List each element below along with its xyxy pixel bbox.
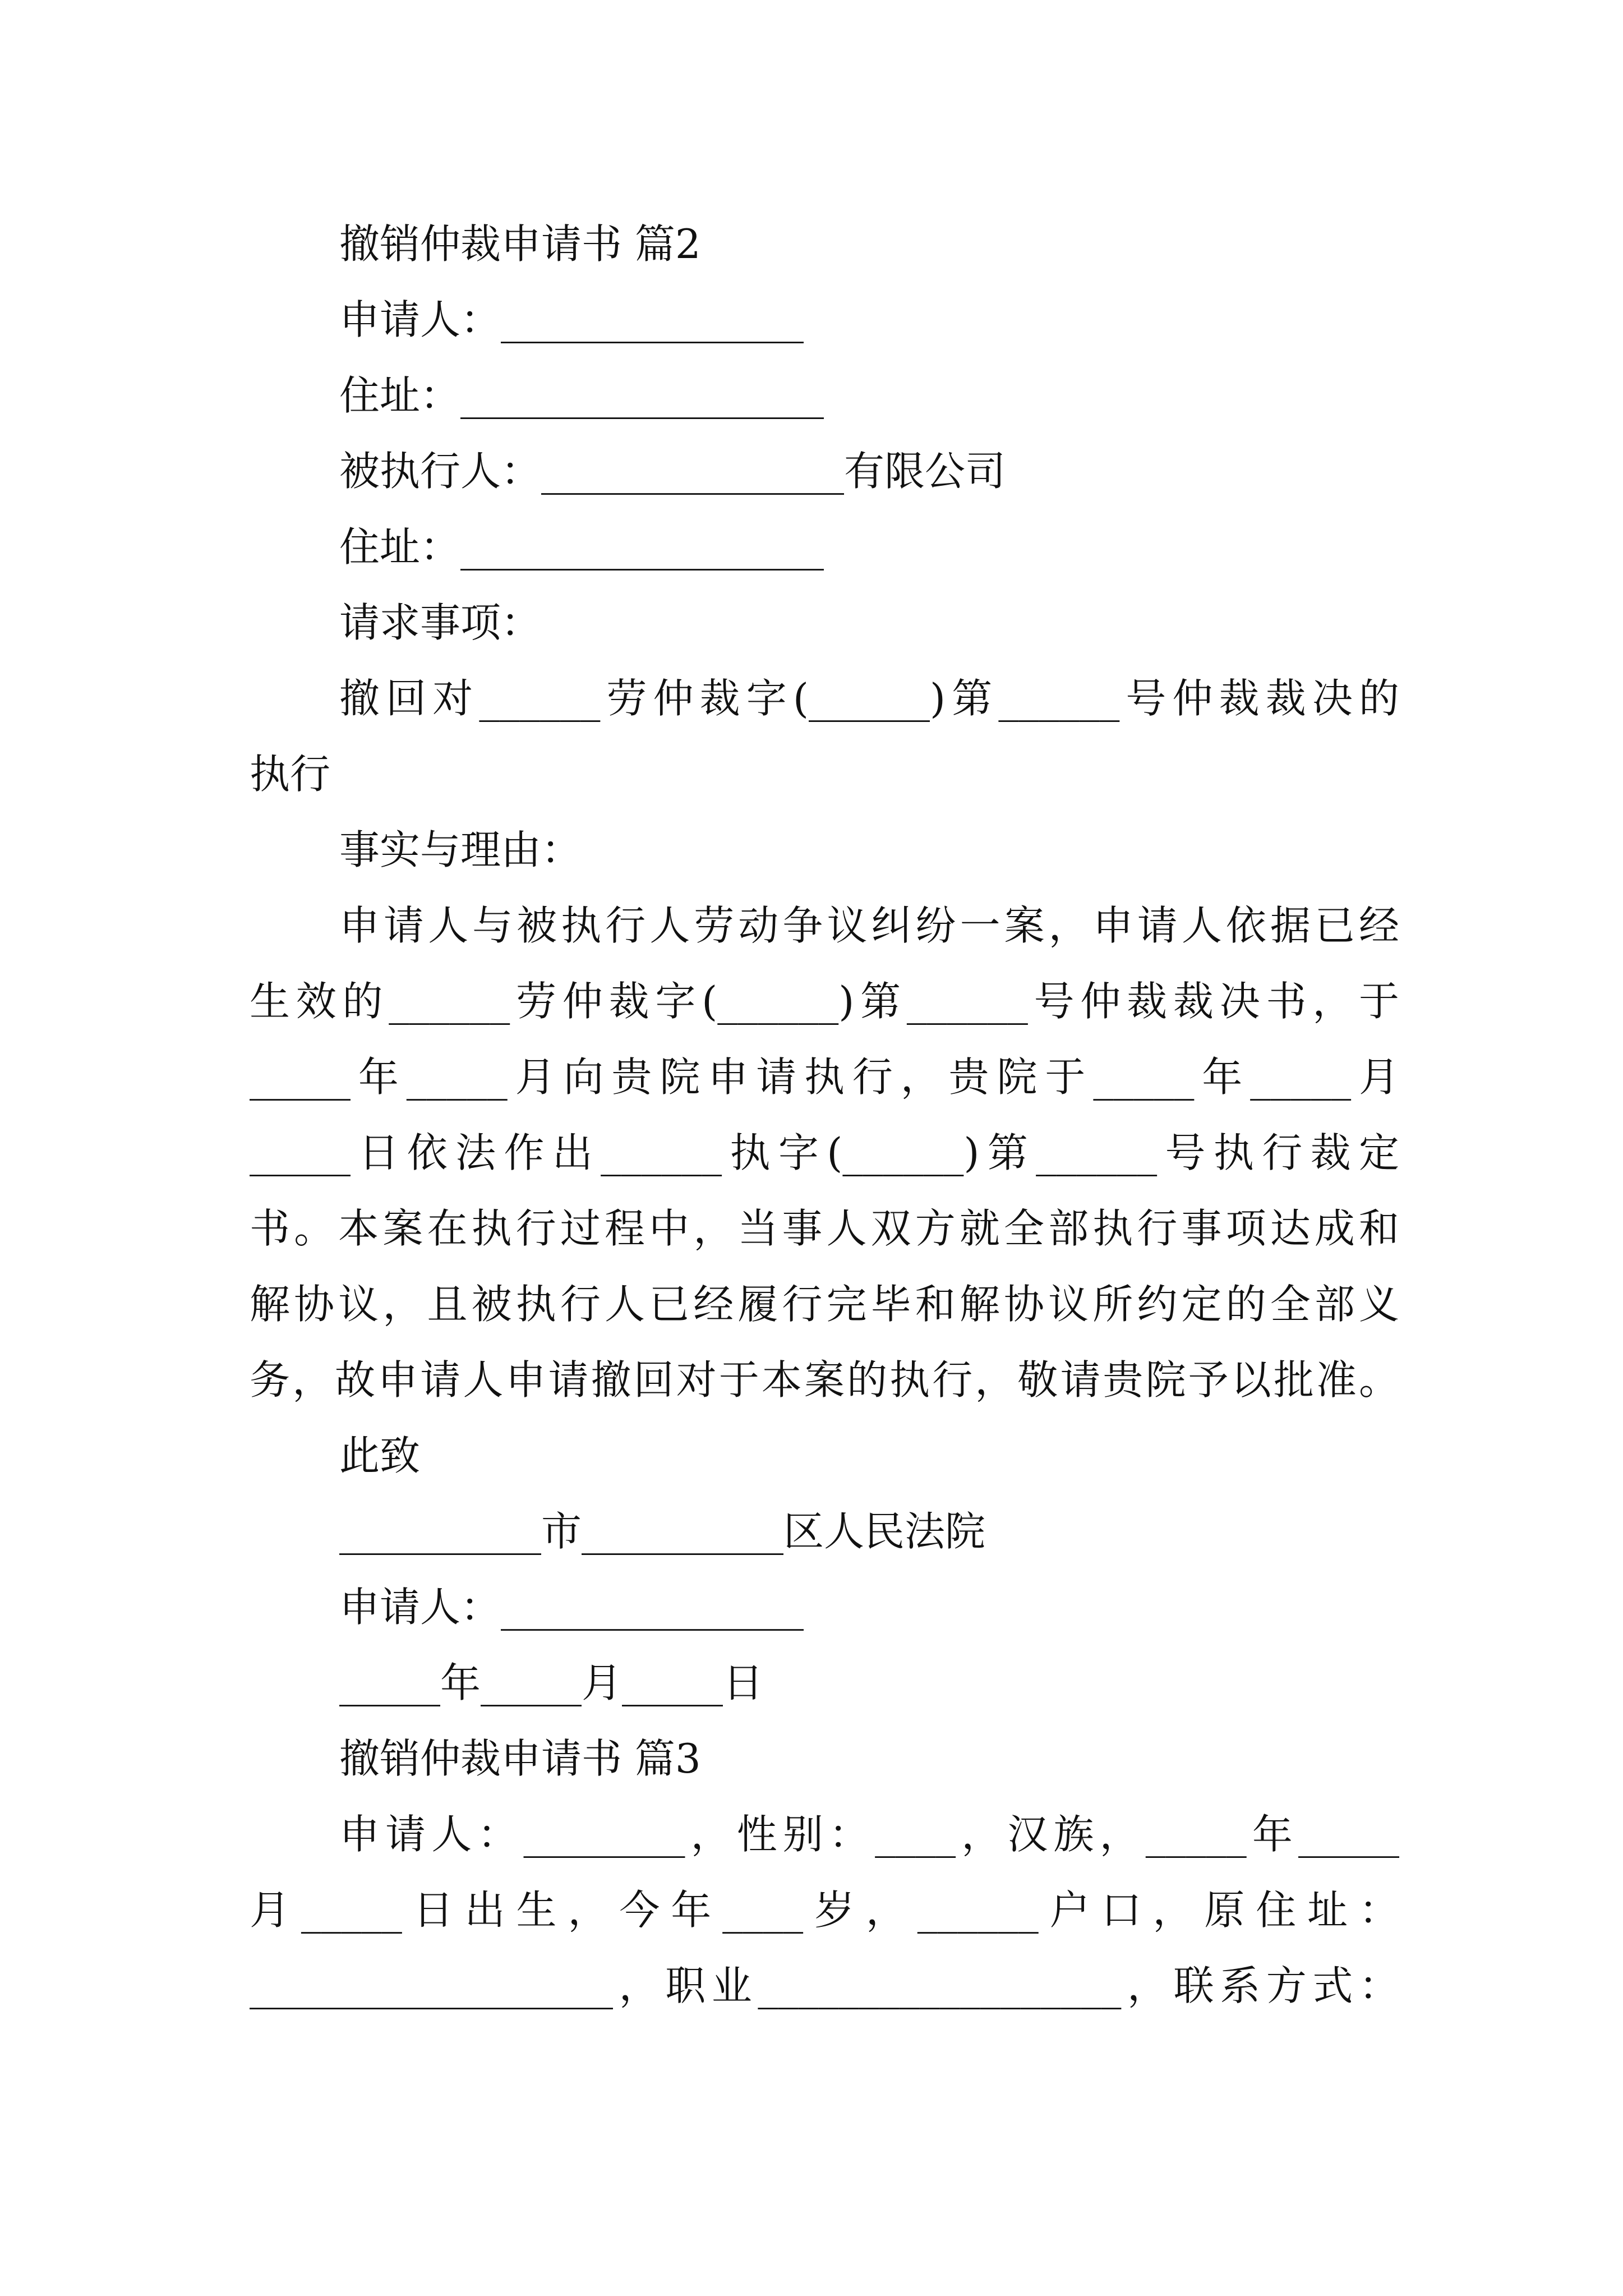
request-text-line-2: 执行 xyxy=(250,751,331,798)
respondent-line: 被执行人：_______________有限公司 xyxy=(339,448,1006,495)
request-heading: 请求事项： xyxy=(339,599,542,646)
facts-paragraph-line-6: 解协议，且被执行人已经履行完毕和解协议所约定的全部义 xyxy=(250,1281,1399,1328)
signature-applicant-line: 申请人：_______________ xyxy=(339,1584,804,1631)
address-line: 住址：__________________ xyxy=(339,372,824,419)
applicant-info-line-2: 月_____日出生，今年____岁，______户口，原住址： xyxy=(250,1887,1399,1934)
facts-paragraph-line-4: _____日依法作出______执字(______)第______号执行裁定 xyxy=(250,1129,1399,1176)
facts-paragraph-line-7: 务，故申请人申请撤回对于本案的执行，敬请贵院予以批准。 xyxy=(250,1356,1399,1404)
section-title-2: 撤销仲裁申请书 篇2 xyxy=(339,220,701,268)
applicant-info-line-3: __________________，职业__________________，联系方式： xyxy=(250,1962,1399,2009)
request-text-line-1: 撤回对______劳仲裁字(______)第______号仲裁裁决的 xyxy=(339,675,1399,722)
date-line: _____年_____月_____日 xyxy=(339,1659,763,1706)
facts-heading: 事实与理由： xyxy=(339,826,582,873)
applicant-info-line-1: 申请人：________，性别：____，汉族，_____年_____ xyxy=(339,1811,1399,1858)
applicant-line: 申请人：_______________ xyxy=(339,296,804,343)
facts-paragraph-line-2: 生效的______劳仲裁字(______)第______号仲裁裁决书，于 xyxy=(250,978,1399,1025)
facts-paragraph-line-5: 书。本案在执行过程中，当事人双方就全部执行事项达成和 xyxy=(250,1205,1399,1252)
facts-paragraph-line-3: _____年_____月向贵院申请执行，贵院于_____年_____月 xyxy=(250,1053,1399,1101)
court-line: __________市__________区人民法院 xyxy=(339,1508,986,1555)
section-title-3: 撤销仲裁申请书 篇3 xyxy=(339,1735,701,1782)
facts-paragraph-line-1: 申请人与被执行人劳动争议纠纷一案，申请人依据已经 xyxy=(339,902,1399,949)
salutation: 此致 xyxy=(339,1432,421,1479)
respondent-address-line: 住址：__________________ xyxy=(339,523,824,570)
